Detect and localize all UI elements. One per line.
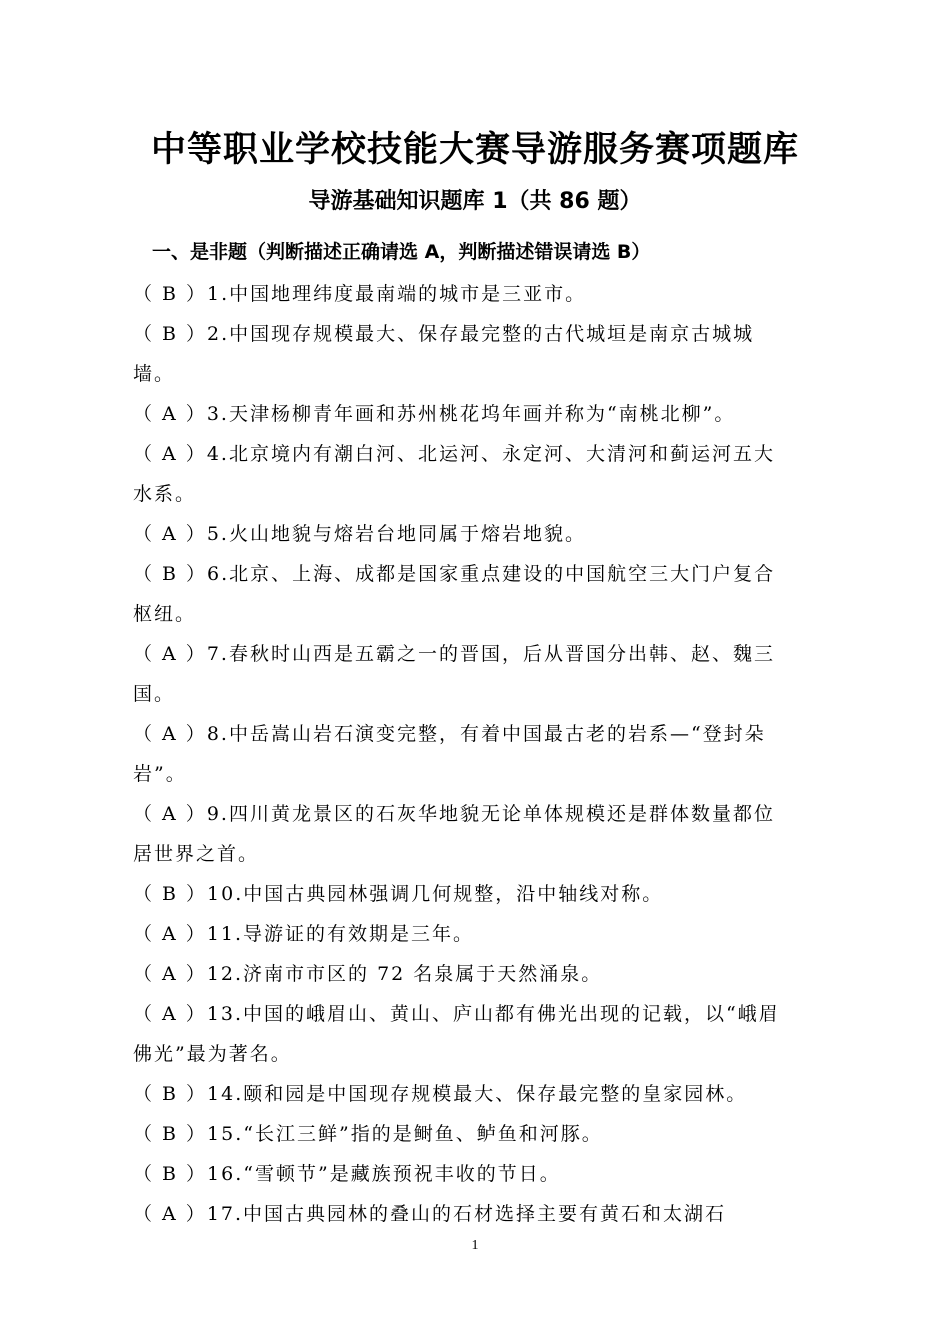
question-text: 2.中国现存规模最大、保存最完整的古代城垣是南京古城城墙。 bbox=[133, 323, 755, 385]
question-item bbox=[133, 714, 793, 794]
section-heading: 一、是非题（判断描述正确请选 A，判断描述错误请选 B） bbox=[152, 241, 651, 263]
question-item bbox=[133, 1114, 793, 1154]
question-item bbox=[133, 554, 793, 634]
question-text: 3.天津杨柳青年画和苏州桃花坞年画并称为“南桃北柳”。 bbox=[206, 403, 736, 425]
answer-mark: （ A ） bbox=[133, 1003, 207, 1025]
answer-mark: （ B ） bbox=[133, 283, 208, 305]
question-item bbox=[133, 1154, 793, 1194]
question-item bbox=[133, 634, 793, 714]
question-text: 17.中国古典园林的叠山的石材选择主要有黄石和太湖石 bbox=[206, 1203, 727, 1225]
question-text: 7.春秋时山西是五霸之一的晋国，后从晋国分出韩、赵、魏三国。 bbox=[133, 643, 775, 705]
answer-mark: （ A ） bbox=[133, 963, 207, 985]
answer-mark: （ A ） bbox=[133, 723, 207, 745]
answer-mark: （ A ） bbox=[133, 1203, 207, 1225]
answer-mark: （ B ） bbox=[133, 563, 208, 585]
question-item bbox=[133, 1194, 793, 1234]
question-list bbox=[133, 274, 793, 1234]
question-text: 15.“长江三鲜”指的是鲥鱼、鲈鱼和河豚。 bbox=[207, 1123, 603, 1145]
question-text: 13.中国的峨眉山、黄山、庐山都有佛光出现的记载，以“峨眉佛光”最为著名。 bbox=[133, 1003, 780, 1065]
question-item bbox=[133, 1074, 793, 1114]
question-item bbox=[133, 434, 793, 514]
question-item bbox=[133, 994, 793, 1074]
question-text: 1.中国地理纬度最南端的城市是三亚市。 bbox=[207, 283, 587, 305]
answer-mark: （ A ） bbox=[133, 443, 207, 465]
answer-mark: （ A ） bbox=[133, 643, 207, 665]
document-subtitle: 导游基础知识题库 1（共 86 题） bbox=[308, 189, 642, 214]
answer-mark: （ B ） bbox=[133, 323, 208, 345]
question-text: 10.中国古典园林强调几何规整，沿中轴线对称。 bbox=[207, 883, 664, 905]
question-item bbox=[133, 274, 793, 314]
answer-mark: （ B ） bbox=[133, 883, 208, 905]
answer-mark: （ B ） bbox=[133, 1083, 208, 1105]
answer-mark: （ A ） bbox=[133, 803, 207, 825]
question-text: 14.颐和园是中国现存规模最大、保存最完整的皇家园林。 bbox=[207, 1083, 748, 1105]
answer-mark: （ A ） bbox=[133, 523, 207, 545]
page-number: 1 bbox=[471, 1238, 479, 1253]
answer-mark: （ B ） bbox=[133, 1163, 208, 1185]
question-text: 8.中岳嵩山岩石演变完整，有着中国最古老的岩系—“登封朵岩”。 bbox=[133, 723, 766, 785]
question-text: 9.四川黄龙景区的石灰华地貌无论单体规模还是群体数量都位居世界之首。 bbox=[133, 803, 775, 865]
question-text: 12.济南市市区的 72 名泉属于天然涌泉。 bbox=[206, 963, 603, 985]
question-text: 6.北京、上海、成都是国家重点建设的中国航空三大门户复合枢纽。 bbox=[133, 563, 776, 625]
question-text: 4.北京境内有潮白河、北运河、永定河、大清河和蓟运河五大水系。 bbox=[133, 443, 775, 505]
question-item bbox=[133, 794, 793, 874]
question-text: 11.导游证的有效期是三年。 bbox=[206, 923, 475, 945]
question-text: 5.火山地貌与熔岩台地同属于熔岩地貌。 bbox=[206, 523, 586, 545]
question-item bbox=[133, 394, 793, 434]
question-item bbox=[133, 874, 793, 914]
question-item bbox=[133, 314, 793, 394]
question-text: 16.“雪顿节”是藏族预祝丰收的节日。 bbox=[207, 1163, 561, 1185]
question-item bbox=[133, 514, 793, 554]
answer-mark: （ A ） bbox=[133, 923, 207, 945]
answer-mark: （ A ） bbox=[133, 403, 207, 425]
document-title: 中等职业学校技能大赛导游服务赛项题库 bbox=[150, 130, 799, 170]
question-item bbox=[133, 954, 793, 994]
question-item bbox=[133, 914, 793, 954]
answer-mark: （ B ） bbox=[133, 1123, 208, 1145]
